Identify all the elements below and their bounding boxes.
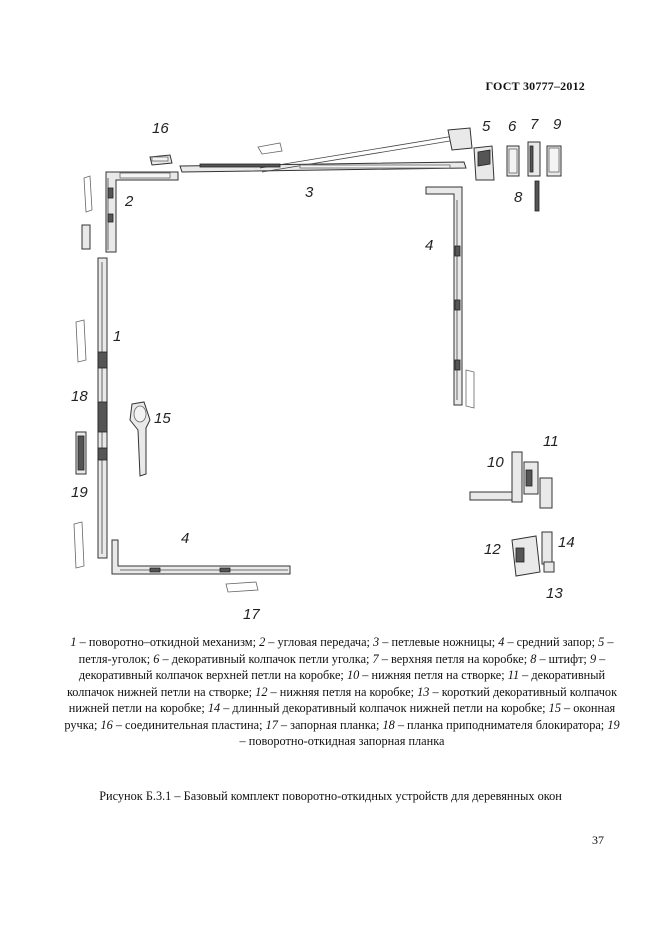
legend-item-number: 8 bbox=[530, 651, 537, 666]
label-3: 3 bbox=[305, 184, 314, 201]
legend-item-text: – соединительная пластина; bbox=[112, 717, 266, 732]
part-15-window-handle bbox=[130, 402, 150, 476]
legend-item-text: – штифт; bbox=[536, 651, 590, 666]
label-10: 10 bbox=[487, 454, 504, 471]
legend-item-text: – нижняя петля на створке; bbox=[359, 668, 508, 682]
label-15: 15 bbox=[154, 410, 171, 427]
legend-item-text: – петля-уголок; bbox=[78, 635, 614, 666]
label-4-bottom: 4 bbox=[181, 530, 190, 547]
legend-item-text: – оконная ручка; bbox=[64, 701, 616, 732]
legend-item-number: 14 bbox=[207, 701, 221, 715]
legend-item-text: – верхняя петля на коробке; bbox=[378, 651, 531, 666]
page-number: 37 bbox=[592, 833, 604, 847]
legend-item-number: 16 bbox=[100, 717, 113, 732]
label-4-right: 4 bbox=[425, 237, 434, 254]
part-2-sketch bbox=[82, 176, 92, 249]
parts-10-11 bbox=[470, 452, 552, 508]
legend-item-text: – нижняя петля на коробке; bbox=[267, 684, 418, 699]
part-3-scissors bbox=[180, 128, 472, 172]
legend-item-text: – планка приподнимателя блокиратора; bbox=[394, 717, 608, 732]
figure-legend bbox=[64, 634, 620, 750]
label-11: 11 bbox=[543, 433, 559, 450]
label-19: 19 bbox=[71, 484, 88, 501]
legend-item-text: – средний запор; bbox=[504, 635, 599, 649]
legend-item-number: 5 bbox=[598, 635, 605, 649]
legend-item-text: – декоративный колпачок нижней петли на створке; bbox=[66, 668, 606, 699]
part-16-connection-plate bbox=[150, 155, 172, 165]
part-2-corner-drive bbox=[106, 172, 178, 252]
legend-item-number: 10 bbox=[346, 668, 360, 682]
legend-item-number: 4 bbox=[498, 635, 505, 649]
parts-5-6-7-9 bbox=[474, 142, 561, 180]
legend-item-number: 2 bbox=[259, 635, 266, 649]
label-16: 16 bbox=[152, 120, 169, 137]
label-9: 9 bbox=[553, 116, 562, 133]
legend-item-text: – длинный декоративный колпачок нижней петли на коробке; bbox=[220, 701, 549, 715]
part-8-pin bbox=[535, 181, 539, 211]
legend-item-number: 17 bbox=[265, 717, 278, 732]
legend-item-number: 3 bbox=[373, 635, 380, 649]
legend-item-number: 13 bbox=[417, 684, 430, 699]
legend-item-text: – декоративный колпачок верхней петли на коробке; bbox=[78, 651, 606, 682]
legend-item-text: – короткий декоративный колпачок нижней петли на коробке; bbox=[68, 684, 618, 715]
part-1-tilt-turn-mechanism bbox=[76, 258, 107, 558]
parts-12-13-14 bbox=[512, 532, 554, 576]
legend-item-number: 7 bbox=[372, 651, 379, 666]
label-13: 13 bbox=[546, 585, 563, 602]
label-5: 5 bbox=[482, 118, 491, 135]
legend-item-text: – поворотно–откидной механизм; bbox=[76, 635, 260, 649]
legend-item-text: – поворотно-откидная запорная планка bbox=[239, 734, 445, 748]
label-14: 14 bbox=[558, 534, 575, 551]
label-17: 17 bbox=[243, 606, 260, 623]
label-6: 6 bbox=[508, 118, 517, 135]
legend-item-number: 9 bbox=[589, 651, 597, 666]
legend-item-number: 1 bbox=[70, 635, 77, 649]
label-2: 2 bbox=[125, 193, 134, 210]
legend-item-number: 11 bbox=[507, 668, 520, 682]
part-4-middle-lock-right bbox=[426, 187, 474, 408]
label-1: 1 bbox=[113, 328, 122, 345]
legend-item-number: 19 bbox=[607, 717, 620, 732]
legend-item-text: – запорная планка; bbox=[277, 717, 383, 732]
label-7: 7 bbox=[530, 116, 539, 133]
label-8: 8 bbox=[514, 189, 523, 206]
label-12: 12 bbox=[484, 541, 501, 558]
legend-item-text: – петлевые ножницы; bbox=[379, 635, 499, 649]
legend-item-number: 15 bbox=[548, 701, 561, 715]
legend-item-number: 6 bbox=[153, 651, 160, 666]
legend-item-text: – декоративный колпачок петли уголка; bbox=[159, 651, 373, 666]
label-18: 18 bbox=[71, 388, 88, 405]
legend-item-text: – угловая передача; bbox=[265, 635, 374, 649]
legend-item-number: 12 bbox=[255, 684, 268, 699]
part-4-middle-lock-bottom bbox=[112, 540, 290, 592]
legend-item-number: 18 bbox=[382, 717, 395, 732]
figure-title: Рисунок Б.3.1 – Базовый комплект поворотно-откидных устройств для деревянных окон bbox=[99, 789, 562, 803]
standard-header: ГОСТ 30777–2012 bbox=[485, 79, 585, 93]
